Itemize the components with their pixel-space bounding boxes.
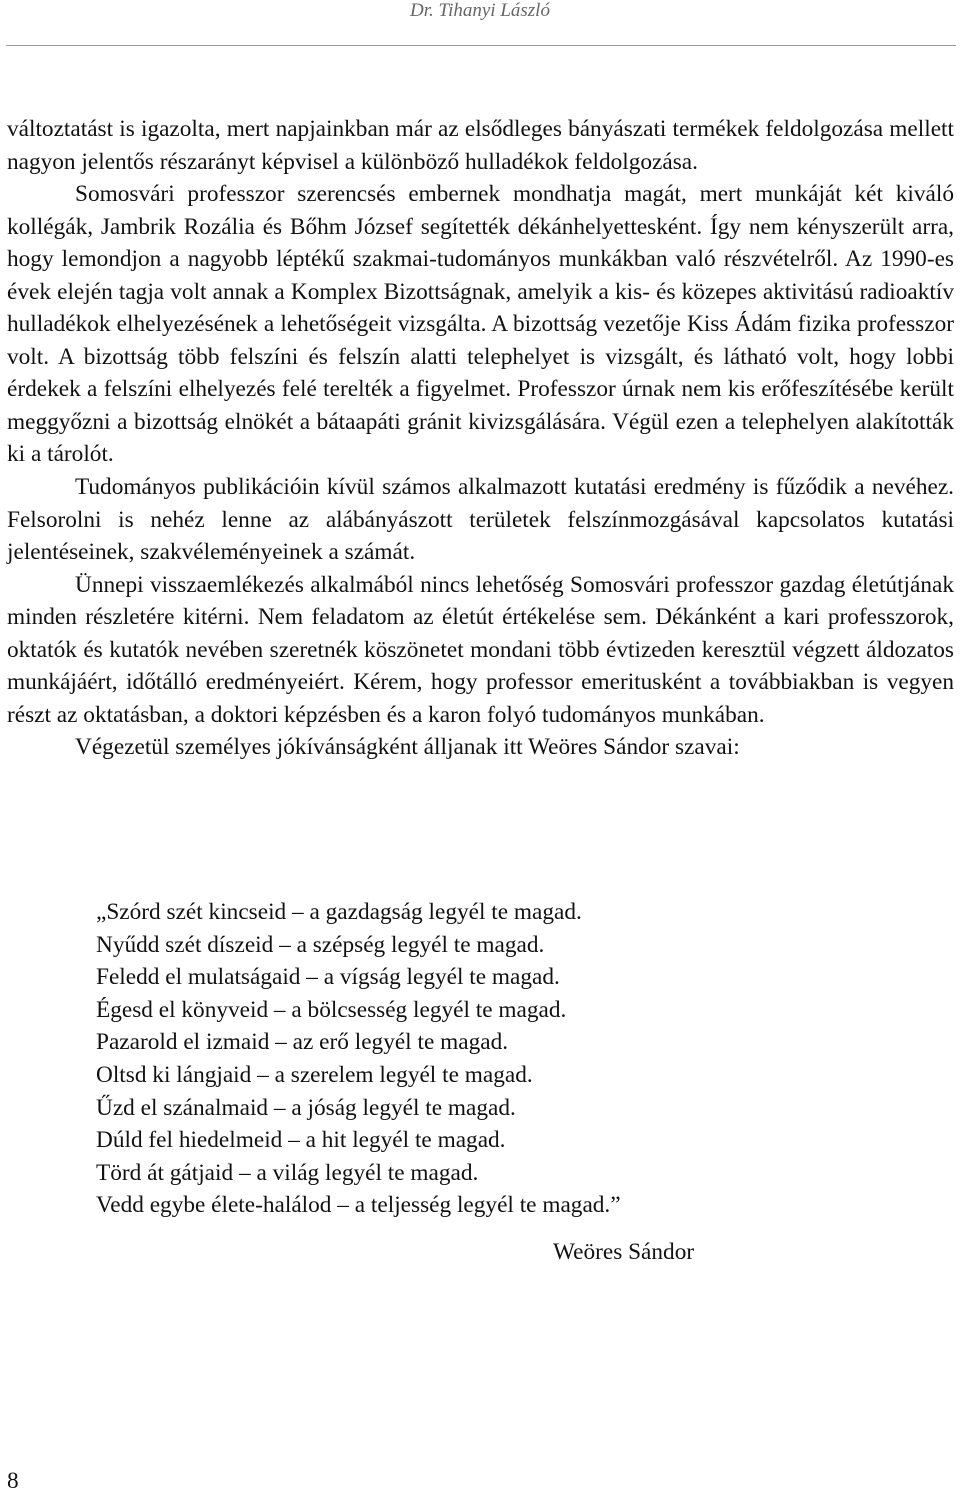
- poem-line: Törd át gátjaid – a világ legyél te magad.: [96, 1159, 479, 1186]
- poem-line: Dúld fel hiedelmeid – a hit legyél te magad.: [96, 1127, 506, 1154]
- poem-line: Égesd el könyveid – a bölcsesség legyél te magad.: [96, 996, 567, 1023]
- header-divider: [6, 45, 956, 46]
- paragraph: Ünnepi visszaemlékezés alkalmából nincs lehetőség Somosvári professzor gazdag életútjának minden részletére kitérni. Nem feladatom az életút értékelése sem. Dékánként a kari professzorok, oktatók és kutatók nevében szeretnék köszönetet mondani több évtizeden keresztül végzett áldozatos munkájáért, időtálló eredményeiért. Kérem, hogy professor emeritusként a továbbiakban is vegyen részt az oktatásban, a doktori képzésben és a karon folyó tudományos munkában.: [7, 571, 954, 728]
- poem-line: Vedd egybe élete-halálod – a teljesség legyél te magad.”: [96, 1192, 621, 1219]
- paragraph-poem-intro: Végezetül személyes jókívánságként álljanak itt Weöres Sándor szavai:: [75, 734, 740, 761]
- page-number: 8: [7, 1468, 19, 1494]
- poem-line: „Szórd szét kincseid – a gazdagság legyél te magad.: [96, 899, 582, 925]
- poem-line: Oltsd ki lángjaid – a szerelem legyél te magad.: [96, 1061, 533, 1088]
- paragraph-continuation: változtatást is igazolta, mert napjainkban már az elsődleges bányászati termékek feldolgozása mellett nagyon jelentős részarányt képvisel a különböző hulladékok feldolgozása.: [7, 116, 954, 175]
- paragraph: Somosvári professzor szerencsés embernek mondhatja magát, mert munkáját két kiváló kollégák, Jambrik Rozália és Bőhm József segítették dékánhelyettesként. Így nem kényszerült arra, hogy lemondjon a nagyobb léptékű szakmai-tudományos munkákban való részvételről. Az 1990-es évek elején tagja volt annak a Komplex Bizottságnak, amelyik a kis- és közepes aktivitású radioaktív hulladékok elhelyezésének a lehetőségeit vizsgálta. A bizottság vezetője Kiss Ádám fizika professzor volt. A bizottság több felszíni és felszín alatti telephelyet is vizsgált, és látható volt, hogy lobbi érdekek a felszíni elhelyezés felé terelték a figyelmet. Professzor úrnak nem kis erőfeszítésébe került meggyőzni a bizottság elnökét a bátaapáti gránit kivizsgálására. Végül ezen a telephelyen alakították ki a tárolót.: [7, 181, 954, 468]
- poem-line: Feledd el mulatságaid – a vígság legyél te magad.: [96, 964, 560, 991]
- running-header: Dr. Tihanyi László: [410, 0, 550, 21]
- body-text: [7, 113, 954, 764]
- poem-quote: [96, 896, 916, 1222]
- paragraph: Tudományos publikációin kívül számos alkalmazott kutatási eredmény is fűződik a nevéhez. Felsorolni is nehéz lenne az alábányászott területek felszínmozgásával kapcsolatos kutatási jelentéseinek, szakvéleményeinek a számát.: [7, 474, 954, 566]
- poem-line: Nyűdd szét díszeid – a szépség legyél te magad.: [96, 931, 545, 958]
- poem-author: Weöres Sándor: [553, 1239, 695, 1265]
- poem-line: Pazarold el izmaid – az erő legyél te magad.: [96, 1029, 509, 1056]
- poem-line: Űzd el szánalmaid – a jóság legyél te magad.: [96, 1094, 516, 1121]
